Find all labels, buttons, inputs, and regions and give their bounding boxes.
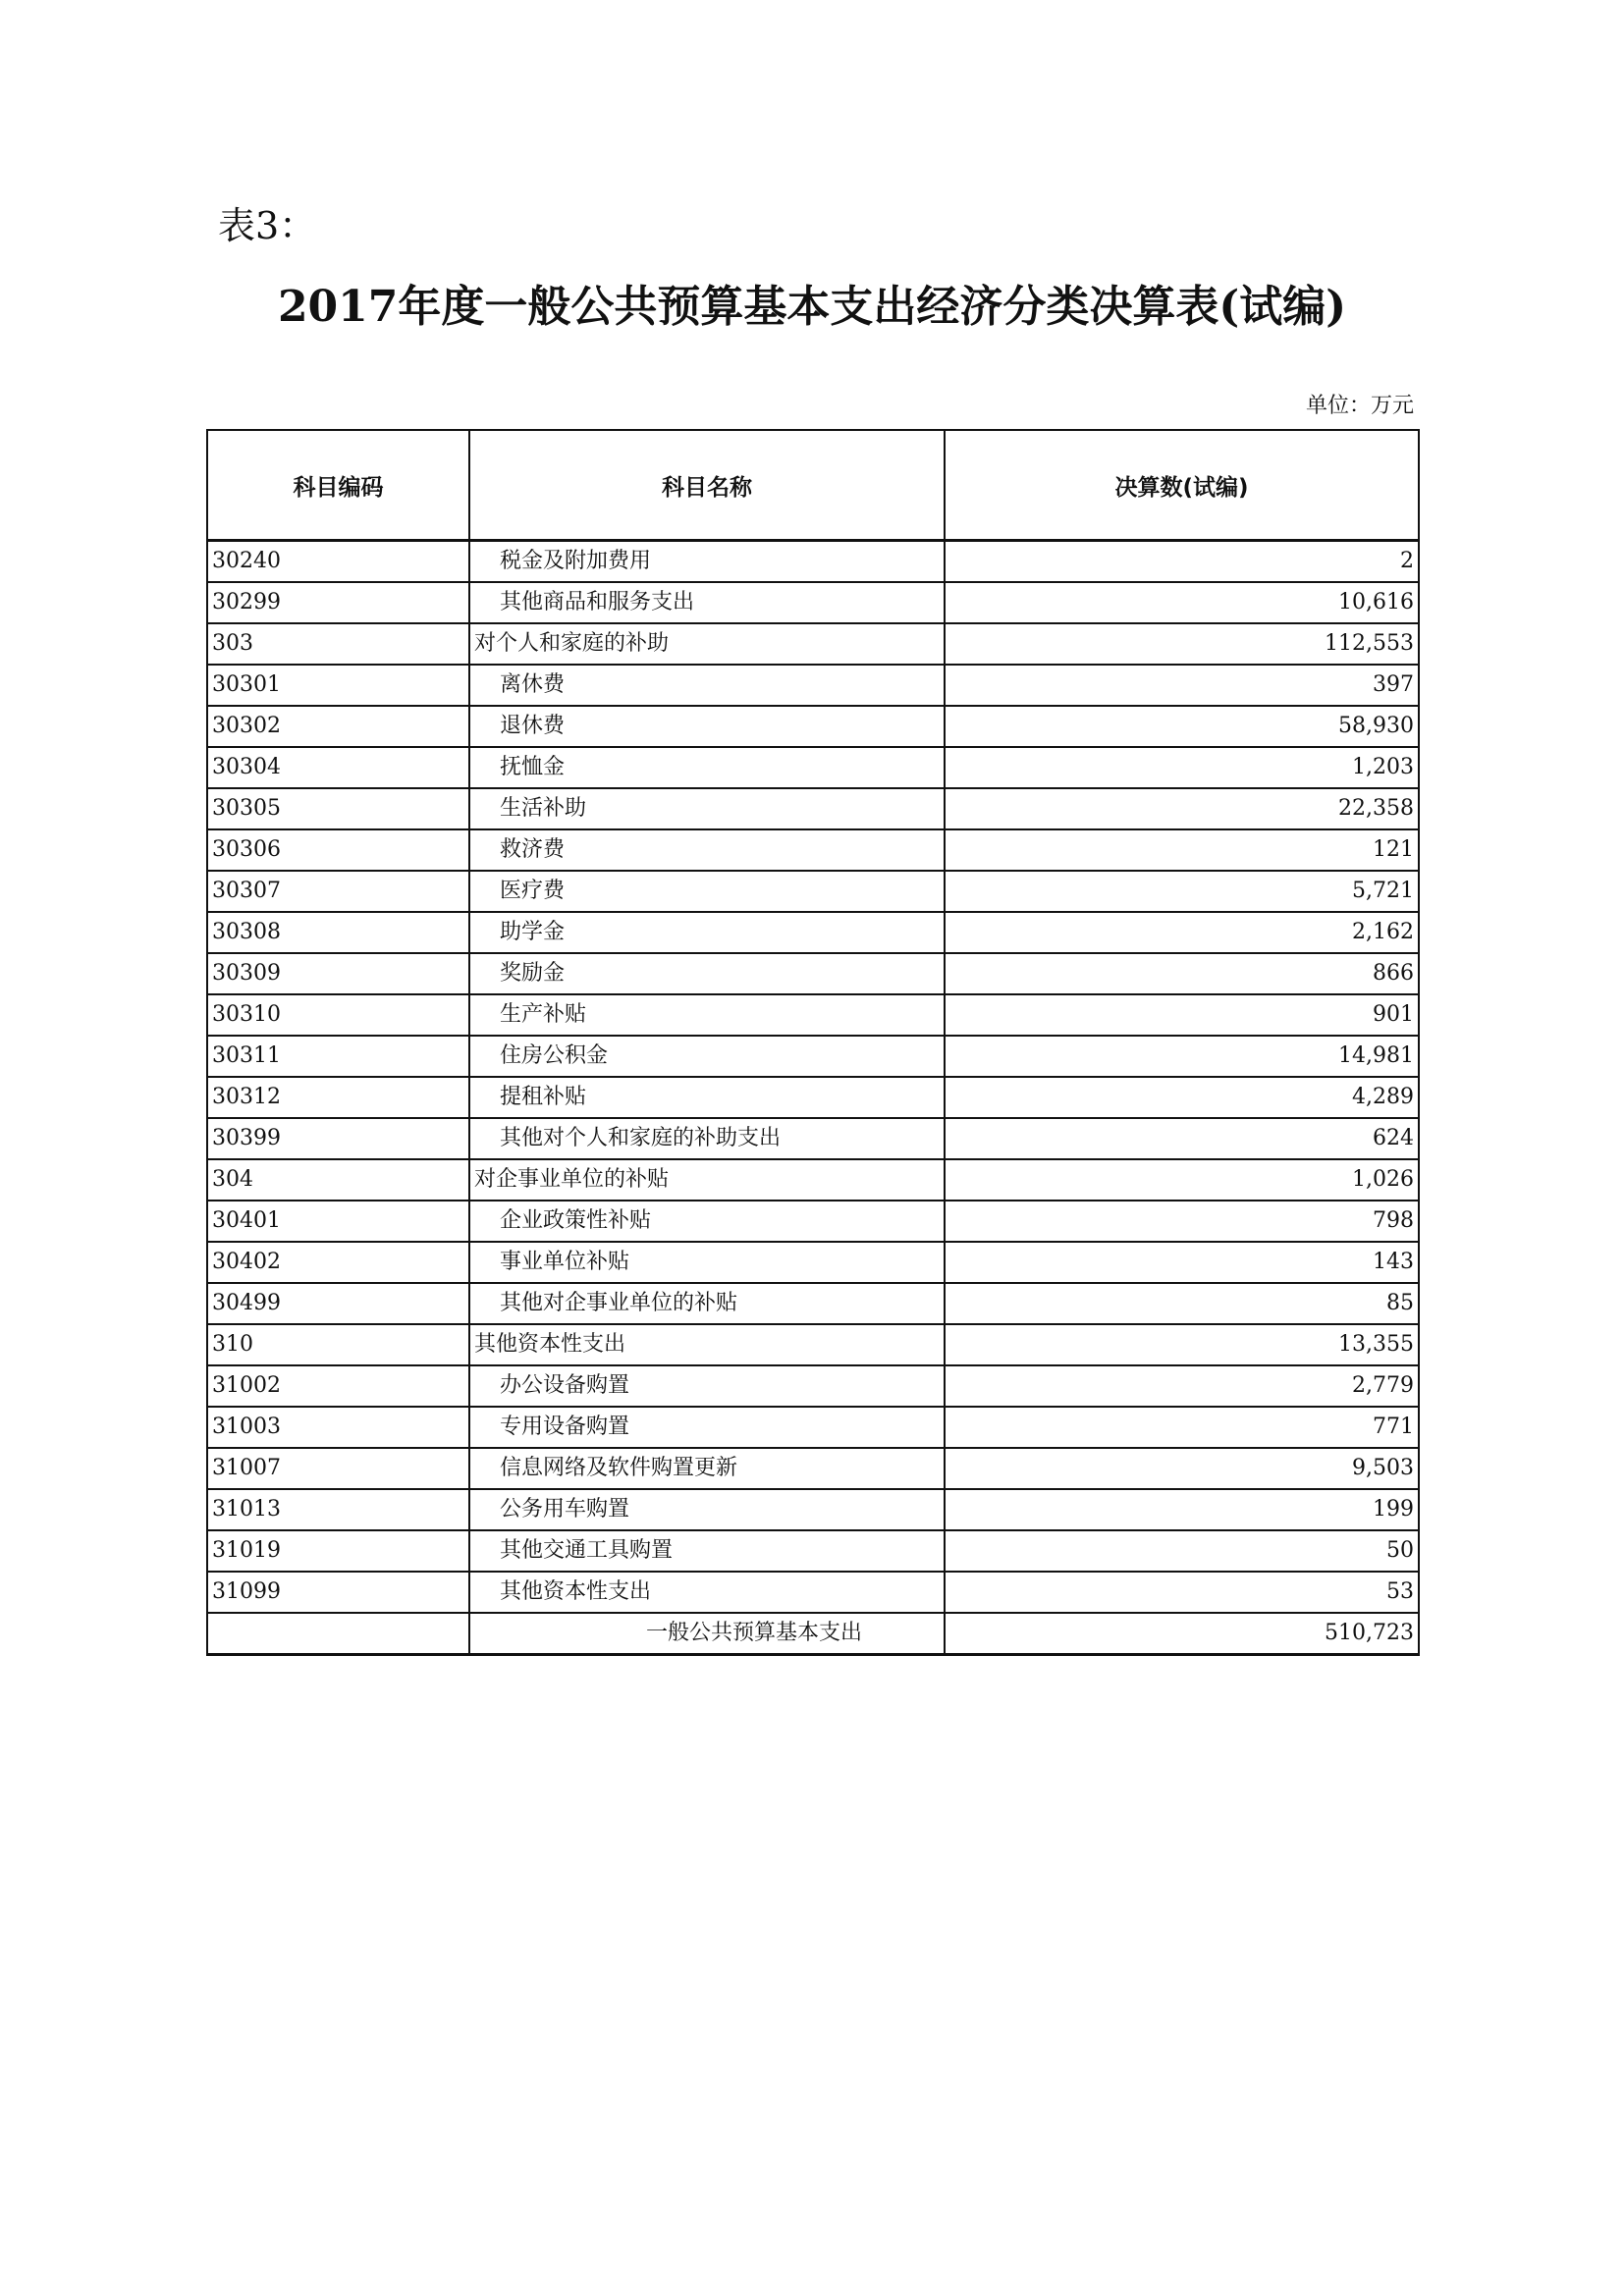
- row-name: 对企事业单位的补贴: [469, 1159, 945, 1201]
- table-row: [207, 1118, 1419, 1159]
- row-name: 提租补贴: [469, 1077, 945, 1118]
- table-row: [207, 788, 1419, 829]
- row-code: 30305: [207, 788, 469, 829]
- row-code: 30309: [207, 953, 469, 994]
- row-code: 30310: [207, 994, 469, 1036]
- row-code: 304: [207, 1159, 469, 1201]
- row-name: 其他商品和服务支出: [469, 582, 945, 623]
- row-amount: 2: [945, 541, 1419, 583]
- header-name: 科目名称: [469, 430, 945, 541]
- row-amount: 5,721: [945, 871, 1419, 912]
- row-name: 助学金: [469, 912, 945, 953]
- row-amount: 510,723: [945, 1613, 1419, 1655]
- table-row: [207, 994, 1419, 1036]
- table-row: [207, 1077, 1419, 1118]
- row-amount: 798: [945, 1201, 1419, 1242]
- row-name: 生活补助: [469, 788, 945, 829]
- row-name: 其他对企事业单位的补贴: [469, 1283, 945, 1324]
- table-row: [207, 829, 1419, 871]
- row-amount: 14,981: [945, 1036, 1419, 1077]
- row-code: 30402: [207, 1242, 469, 1283]
- table-row: [207, 1201, 1419, 1242]
- table-row: [207, 1530, 1419, 1572]
- table-row: [207, 871, 1419, 912]
- table-row: [207, 1159, 1419, 1201]
- row-name: 办公设备购置: [469, 1365, 945, 1407]
- row-code: 31019: [207, 1530, 469, 1572]
- table-row: [207, 912, 1419, 953]
- table-row: [207, 953, 1419, 994]
- row-name: 税金及附加费用: [469, 541, 945, 583]
- row-amount: 112,553: [945, 623, 1419, 665]
- row-code: 31099: [207, 1572, 469, 1613]
- row-name: 奖励金: [469, 953, 945, 994]
- row-name: 对个人和家庭的补助: [469, 623, 945, 665]
- row-name: 一般公共预算基本支出: [469, 1613, 945, 1655]
- row-amount: 624: [945, 1118, 1419, 1159]
- row-amount: 50: [945, 1530, 1419, 1572]
- table-row: [207, 1324, 1419, 1365]
- row-code: 303: [207, 623, 469, 665]
- row-amount: 901: [945, 994, 1419, 1036]
- row-code: 30240: [207, 541, 469, 583]
- table-row: [207, 665, 1419, 706]
- table-row: [207, 1572, 1419, 1613]
- row-amount: 58,930: [945, 706, 1419, 747]
- table-row: [207, 1489, 1419, 1530]
- row-name: 退休费: [469, 706, 945, 747]
- budget-table: [206, 429, 1420, 1656]
- row-code: 30301: [207, 665, 469, 706]
- table-label: 表3：: [218, 204, 317, 247]
- row-code: 31013: [207, 1489, 469, 1530]
- row-name: 其他交通工具购置: [469, 1530, 945, 1572]
- row-amount: 85: [945, 1283, 1419, 1324]
- row-name: 企业政策性补贴: [469, 1201, 945, 1242]
- row-amount: 2,162: [945, 912, 1419, 953]
- row-code: [207, 1613, 469, 1655]
- row-name: 抚恤金: [469, 747, 945, 788]
- row-code: 30311: [207, 1036, 469, 1077]
- table-row: [207, 1283, 1419, 1324]
- row-amount: 121: [945, 829, 1419, 871]
- row-name: 离休费: [469, 665, 945, 706]
- table-body: [207, 541, 1419, 1655]
- unit-note: 单位：万元: [1305, 394, 1414, 418]
- row-code: 30299: [207, 582, 469, 623]
- row-code: 31007: [207, 1448, 469, 1489]
- row-code: 30399: [207, 1118, 469, 1159]
- row-name: 生产补贴: [469, 994, 945, 1036]
- row-amount: 1,203: [945, 747, 1419, 788]
- table-header-row: [207, 430, 1419, 541]
- row-amount: 1,026: [945, 1159, 1419, 1201]
- row-name: 公务用车购置: [469, 1489, 945, 1530]
- table-row: [207, 1036, 1419, 1077]
- row-amount: 199: [945, 1489, 1419, 1530]
- row-name: 住房公积金: [469, 1036, 945, 1077]
- row-code: 30304: [207, 747, 469, 788]
- row-amount: 22,358: [945, 788, 1419, 829]
- row-amount: 4,289: [945, 1077, 1419, 1118]
- row-amount: 9,503: [945, 1448, 1419, 1489]
- row-code: 31002: [207, 1365, 469, 1407]
- header-code: 科目编码: [207, 430, 469, 541]
- row-code: 30401: [207, 1201, 469, 1242]
- row-name: 其他对个人和家庭的补助支出: [469, 1118, 945, 1159]
- row-name: 专用设备购置: [469, 1407, 945, 1448]
- row-amount: 143: [945, 1242, 1419, 1283]
- table-row: [207, 1407, 1419, 1448]
- row-amount: 13,355: [945, 1324, 1419, 1365]
- row-amount: 10,616: [945, 582, 1419, 623]
- header-amount: 决算数(试编): [945, 430, 1419, 541]
- table-row: [207, 623, 1419, 665]
- row-name: 信息网络及软件购置更新: [469, 1448, 945, 1489]
- row-amount: 2,779: [945, 1365, 1419, 1407]
- table-row: [207, 1242, 1419, 1283]
- table-row: [207, 1448, 1419, 1489]
- table-total-row: [207, 1613, 1419, 1655]
- row-name: 医疗费: [469, 871, 945, 912]
- row-code: 31003: [207, 1407, 469, 1448]
- row-code: 30302: [207, 706, 469, 747]
- row-amount: 771: [945, 1407, 1419, 1448]
- row-code: 30312: [207, 1077, 469, 1118]
- row-code: 30306: [207, 829, 469, 871]
- row-amount: 397: [945, 665, 1419, 706]
- row-name: 救济费: [469, 829, 945, 871]
- table-row: [207, 1365, 1419, 1407]
- row-name: 其他资本性支出: [469, 1572, 945, 1613]
- table-row: [207, 706, 1419, 747]
- table-row: [207, 747, 1419, 788]
- row-code: 310: [207, 1324, 469, 1365]
- table-row: [207, 541, 1419, 583]
- page-title: 2017年度一般公共预算基本支出经济分类决算表(试编): [277, 282, 1347, 332]
- row-code: 30307: [207, 871, 469, 912]
- table-row: [207, 582, 1419, 623]
- row-code: 30308: [207, 912, 469, 953]
- row-name: 事业单位补贴: [469, 1242, 945, 1283]
- row-code: 30499: [207, 1283, 469, 1324]
- row-amount: 53: [945, 1572, 1419, 1613]
- row-name: 其他资本性支出: [469, 1324, 945, 1365]
- row-amount: 866: [945, 953, 1419, 994]
